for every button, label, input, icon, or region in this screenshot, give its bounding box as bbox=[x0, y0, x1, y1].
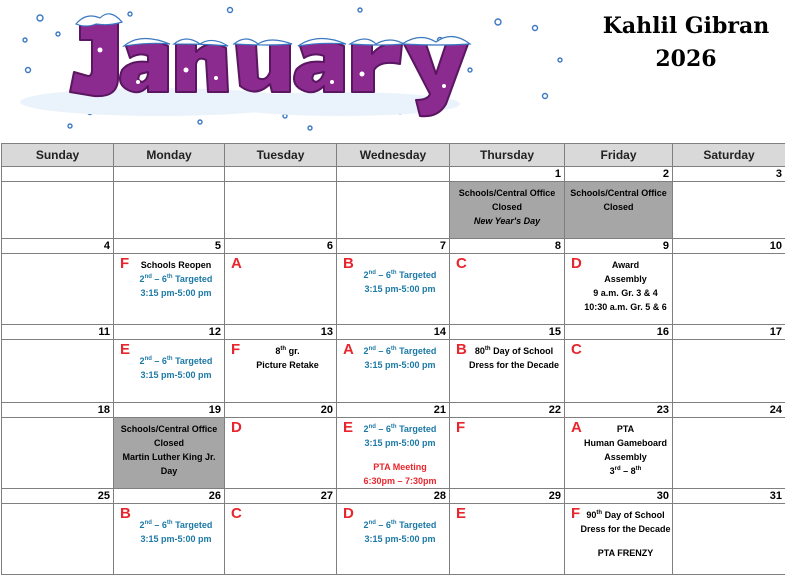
day-cell bbox=[565, 418, 673, 489]
event-line: 3:15 pm-5:00 pm bbox=[364, 284, 436, 294]
schedule-day-letter: B bbox=[456, 341, 467, 358]
day-cell bbox=[2, 182, 114, 239]
schedule-day-letter: B bbox=[343, 255, 354, 272]
date-number bbox=[225, 167, 337, 182]
event-notes bbox=[114, 254, 224, 300]
day-cell bbox=[673, 504, 785, 575]
event-line: 2nd – 6th Targeted bbox=[363, 346, 437, 356]
weekday-monday: Monday bbox=[114, 144, 225, 167]
event-line: 2nd – 6th Targeted bbox=[139, 274, 213, 284]
event-notes bbox=[114, 340, 224, 382]
event-line bbox=[579, 536, 672, 546]
event-line bbox=[128, 508, 224, 518]
event-notes bbox=[450, 418, 564, 422]
event-line: Martin Luther King Jr. bbox=[122, 452, 216, 462]
event-notes bbox=[2, 418, 113, 422]
day-cell bbox=[225, 182, 337, 239]
event-line: 2nd – 6th Targeted bbox=[363, 424, 437, 434]
event-line: 3:15 pm-5:00 pm bbox=[140, 288, 212, 298]
event-notes bbox=[673, 418, 785, 422]
event-line: 3rd – 8th bbox=[609, 466, 642, 476]
date-number: 7 bbox=[337, 239, 450, 254]
week-content-row bbox=[2, 504, 785, 575]
date-number-row bbox=[2, 325, 785, 340]
date-number: 12 bbox=[114, 325, 225, 340]
event-line bbox=[128, 344, 224, 354]
schedule-day-letter: C bbox=[231, 505, 242, 522]
date-number: 3 bbox=[673, 167, 785, 182]
date-number: 19 bbox=[114, 403, 225, 418]
event-line: Dress for the Decade bbox=[468, 360, 560, 370]
week-content-row bbox=[2, 340, 785, 403]
event-notes bbox=[114, 182, 224, 186]
day-cell bbox=[673, 340, 785, 403]
date-number: 20 bbox=[225, 403, 337, 418]
day-cell bbox=[114, 182, 225, 239]
date-number bbox=[114, 167, 225, 182]
date-number: 18 bbox=[2, 403, 114, 418]
weekday-thursday: Thursday bbox=[450, 144, 565, 167]
date-number: 25 bbox=[2, 489, 114, 504]
date-number: 31 bbox=[673, 489, 785, 504]
event-notes bbox=[2, 340, 113, 344]
date-number: 30 bbox=[565, 489, 673, 504]
event-line: PTA FRENZY bbox=[597, 548, 654, 558]
day-cell bbox=[2, 254, 114, 325]
date-number: 28 bbox=[337, 489, 450, 504]
day-cell bbox=[114, 504, 225, 575]
weekday-saturday: Saturday bbox=[673, 144, 785, 167]
weekday-wednesday: Wednesday bbox=[337, 144, 450, 167]
event-notes bbox=[225, 182, 336, 186]
event-notes bbox=[673, 504, 785, 508]
date-number-row bbox=[2, 239, 785, 254]
event-notes bbox=[337, 418, 449, 488]
day-cell bbox=[337, 254, 450, 325]
schedule-day-letter: D bbox=[571, 255, 582, 272]
event-notes bbox=[225, 340, 336, 372]
day-cell bbox=[450, 504, 565, 575]
event-line: New Year's Day bbox=[473, 216, 541, 226]
date-number: 5 bbox=[114, 239, 225, 254]
date-number: 22 bbox=[450, 403, 565, 418]
event-line: 3:15 pm-5:00 pm bbox=[364, 360, 436, 370]
date-number: 29 bbox=[450, 489, 565, 504]
event-line: Day bbox=[160, 466, 178, 476]
event-line: PTA bbox=[616, 424, 635, 434]
day-cell bbox=[673, 254, 785, 325]
event-line: Assembly bbox=[604, 452, 647, 462]
date-number: 4 bbox=[2, 239, 114, 254]
event-notes bbox=[673, 254, 785, 258]
date-number: 15 bbox=[450, 325, 565, 340]
schedule-day-letter: D bbox=[343, 505, 354, 522]
day-cell bbox=[565, 254, 673, 325]
event-notes bbox=[565, 504, 672, 560]
event-line: Human Gameboard bbox=[583, 438, 668, 448]
day-cell bbox=[114, 254, 225, 325]
event-line: 9 a.m. Gr. 3 & 4 bbox=[593, 288, 658, 298]
day-cell bbox=[225, 418, 337, 489]
date-number: 26 bbox=[114, 489, 225, 504]
event-line: 3:15 pm-5:00 pm bbox=[140, 370, 212, 380]
weekday-friday: Friday bbox=[565, 144, 673, 167]
schedule-day-letter: B bbox=[120, 505, 131, 522]
event-line: 2nd – 6th Targeted bbox=[139, 356, 213, 366]
week-content-row bbox=[2, 254, 785, 325]
event-notes bbox=[450, 340, 564, 372]
event-line: 3:15 pm-5:00 pm bbox=[364, 438, 436, 448]
day-cell bbox=[2, 504, 114, 575]
date-number: 13 bbox=[225, 325, 337, 340]
event-line: PTA Meeting bbox=[373, 462, 427, 472]
day-cell bbox=[337, 182, 450, 239]
event-line: Closed bbox=[491, 202, 522, 212]
date-number bbox=[337, 167, 450, 182]
event-notes bbox=[114, 418, 224, 478]
date-number: 24 bbox=[673, 403, 785, 418]
schedule-day-letter: A bbox=[571, 419, 582, 436]
day-cell bbox=[114, 418, 225, 489]
date-number: 23 bbox=[565, 403, 673, 418]
event-line bbox=[351, 508, 449, 518]
event-line: 2nd – 6th Targeted bbox=[139, 520, 213, 530]
event-line: Schools Reopen bbox=[140, 260, 212, 270]
day-cell bbox=[337, 418, 450, 489]
event-notes bbox=[673, 340, 785, 344]
event-notes bbox=[2, 504, 113, 508]
day-cell bbox=[450, 418, 565, 489]
event-line: Award bbox=[611, 260, 640, 270]
schedule-day-letter: F bbox=[231, 341, 241, 358]
schedule-day-letter: C bbox=[456, 255, 467, 272]
event-line: 3:15 pm-5:00 pm bbox=[364, 534, 436, 544]
event-notes bbox=[2, 182, 113, 186]
day-cell bbox=[225, 340, 337, 403]
snow-caps bbox=[76, 14, 470, 46]
day-cell bbox=[450, 340, 565, 403]
event-notes bbox=[673, 182, 785, 186]
event-line: Schools/Central Office bbox=[570, 188, 667, 198]
weekday-header-row bbox=[2, 144, 785, 167]
schedule-day-letter: E bbox=[456, 505, 467, 522]
day-cell bbox=[225, 504, 337, 575]
calendar-year: 2026 bbox=[655, 46, 717, 72]
date-number: 21 bbox=[337, 403, 450, 418]
schedule-day-letter: F bbox=[120, 255, 130, 272]
date-number-row bbox=[2, 403, 785, 418]
date-number: 14 bbox=[337, 325, 450, 340]
date-number-row bbox=[2, 167, 785, 182]
event-line: 2nd – 6th Targeted bbox=[363, 520, 437, 530]
day-cell bbox=[673, 418, 785, 489]
schedule-day-letter: C bbox=[571, 341, 582, 358]
event-line: Closed bbox=[153, 438, 184, 448]
day-cell bbox=[225, 254, 337, 325]
day-cell bbox=[337, 504, 450, 575]
schedule-day-letter: F bbox=[456, 419, 466, 436]
event-line: 6:30pm – 7:30pm bbox=[363, 476, 437, 486]
event-line: 90th Day of School bbox=[586, 510, 665, 520]
event-notes bbox=[337, 182, 449, 186]
schedule-day-letter: E bbox=[120, 341, 131, 358]
date-number: 11 bbox=[2, 325, 114, 340]
event-notes bbox=[2, 254, 113, 258]
schedule-day-letter: F bbox=[571, 505, 581, 522]
event-notes bbox=[450, 254, 564, 258]
day-cell bbox=[2, 418, 114, 489]
day-cell bbox=[450, 254, 565, 325]
event-line: Assembly bbox=[604, 274, 647, 284]
date-number: 17 bbox=[673, 325, 785, 340]
day-cell bbox=[337, 340, 450, 403]
event-notes bbox=[565, 182, 672, 214]
date-number: 16 bbox=[565, 325, 673, 340]
weekday-tuesday: Tuesday bbox=[225, 144, 337, 167]
date-number bbox=[2, 167, 114, 182]
day-cell bbox=[565, 182, 673, 239]
day-cell bbox=[114, 340, 225, 403]
event-line: Picture Retake bbox=[256, 360, 319, 370]
date-number: 10 bbox=[673, 239, 785, 254]
day-cell bbox=[2, 340, 114, 403]
event-line: 10:30 a.m. Gr. 5 & 6 bbox=[584, 302, 667, 312]
event-line bbox=[351, 450, 449, 460]
event-line: Closed bbox=[603, 202, 634, 212]
date-number: 2 bbox=[565, 167, 673, 182]
weekday-sunday: Sunday bbox=[2, 144, 114, 167]
date-number: 27 bbox=[225, 489, 337, 504]
day-cell bbox=[673, 182, 785, 239]
event-line: Schools/Central Office bbox=[458, 188, 556, 198]
school-name: Kahlil Gibran bbox=[602, 13, 770, 39]
school-heading bbox=[601, 10, 771, 76]
date-number-row bbox=[2, 489, 785, 504]
calendar-grid bbox=[1, 143, 785, 575]
event-line: 3:15 pm-5:00 pm bbox=[140, 534, 212, 544]
week-content-row bbox=[2, 418, 785, 489]
date-number: 6 bbox=[225, 239, 337, 254]
event-line: 2nd – 6th Targeted bbox=[363, 270, 437, 280]
schedule-day-letter: A bbox=[231, 255, 242, 272]
event-line: Dress for the Decade bbox=[580, 524, 671, 534]
schedule-day-letter: E bbox=[343, 419, 354, 436]
event-line bbox=[351, 258, 449, 268]
day-cell bbox=[565, 340, 673, 403]
event-line: 8th gr. bbox=[275, 346, 300, 356]
day-cell bbox=[565, 504, 673, 575]
schedule-day-letter: A bbox=[343, 341, 354, 358]
event-notes bbox=[450, 182, 564, 228]
date-number: 9 bbox=[565, 239, 673, 254]
date-number: 1 bbox=[450, 167, 565, 182]
day-cell bbox=[450, 182, 565, 239]
event-line: 80th Day of School bbox=[474, 346, 554, 356]
date-number: 8 bbox=[450, 239, 565, 254]
event-notes bbox=[450, 504, 564, 508]
week-content-row bbox=[2, 182, 785, 239]
event-line: Schools/Central Office bbox=[120, 424, 218, 434]
schedule-day-letter: D bbox=[231, 419, 242, 436]
